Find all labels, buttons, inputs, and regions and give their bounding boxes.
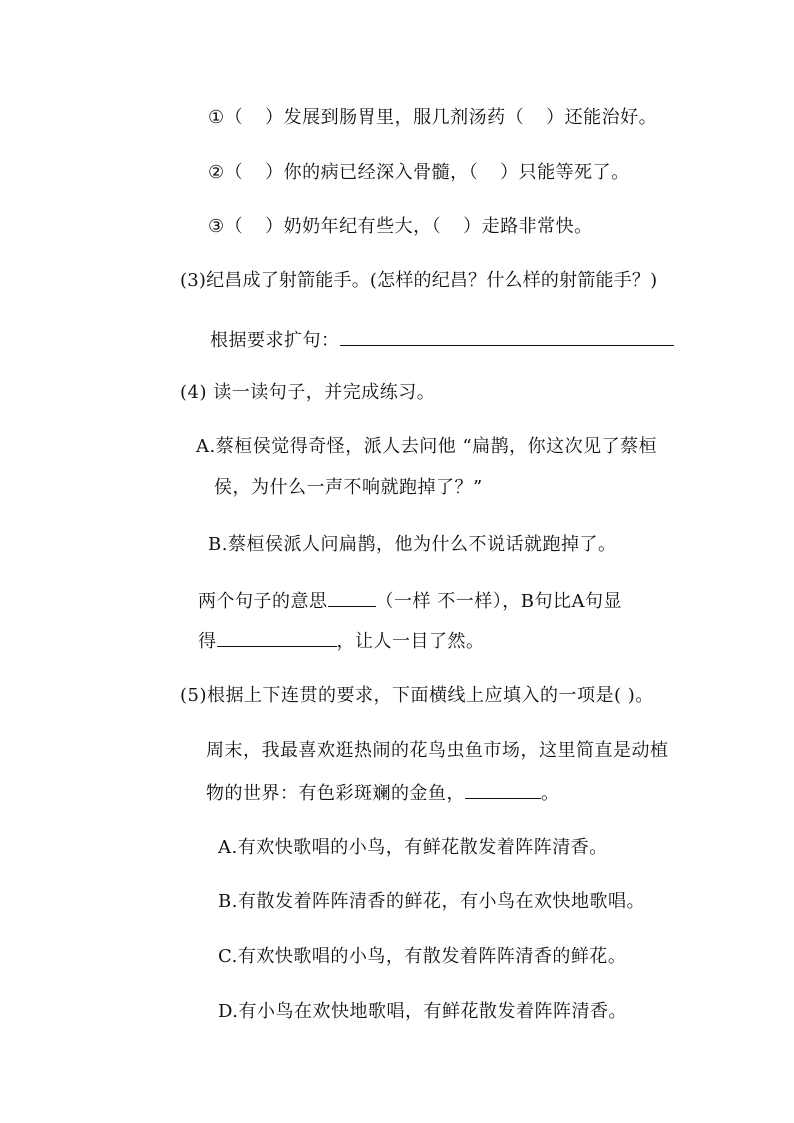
q4-fill2-pre: 得 xyxy=(198,631,217,652)
item-marker: ③ xyxy=(208,216,225,237)
open-paren: （ xyxy=(431,216,442,237)
close-paren: ） xyxy=(500,162,519,183)
open-paren: （ xyxy=(224,216,244,237)
close-paren: ） xyxy=(546,107,565,128)
q4-fill2-post: ，让人一目了然。 xyxy=(336,631,485,652)
q2-item-3 xyxy=(208,215,593,239)
q5-option-c[interactable]: C.有欢快歌唱的小鸟，有散发着阵阵清香的鲜花。 xyxy=(218,946,627,967)
close-paren: ） xyxy=(265,107,284,128)
q4-option-a-line2: 侯，为什么一声不响就跑掉了？” xyxy=(214,477,483,498)
q3-title: (3)纪昌成了射箭能手。(怎样的纪昌？什么样的射箭能手？) xyxy=(180,270,658,291)
q5-option-a[interactable]: A.有欢快歌唱的小鸟，有鲜花散发着阵阵清香。 xyxy=(218,837,608,858)
q3-prompt: 根据要求扩句： xyxy=(210,330,340,351)
q4-fill1-post: （一样 不一样），B句比A句显 xyxy=(375,591,622,612)
item-text: 发展到肠胃里，服几剂汤药 xyxy=(283,107,506,128)
q3-answer-line[interactable] xyxy=(340,327,674,346)
q2-item-2 xyxy=(208,161,630,185)
q4-fill1-pre: 两个句子的意思 xyxy=(198,591,328,612)
q4-blank-2[interactable] xyxy=(217,628,337,647)
q5-passage-post: 。 xyxy=(541,783,560,804)
item-text: 还能治好。 xyxy=(564,107,658,128)
item-marker: ② xyxy=(208,162,225,183)
q5-option-b[interactable]: B.有散发着阵阵清香的鲜花，有小鸟在欢快地歌唱。 xyxy=(218,891,645,912)
q4-option-b: B.蔡桓侯派人问扁鹊，他为什么不说话就跑掉了。 xyxy=(208,534,617,555)
item-text: 奶奶年纪有些大， xyxy=(283,216,432,237)
q4-title: (4) 读一读句子，并完成练习。 xyxy=(180,382,436,403)
q5-passage-line1: 周末，我最喜欢逛热闹的花鸟虫鱼市场，这里简直是动植 xyxy=(206,740,669,761)
q3-prompt-row xyxy=(210,327,674,353)
open-paren: （ xyxy=(505,107,525,128)
open-paren: （ xyxy=(224,162,244,183)
item-text: 你的病已经深入骨髓， xyxy=(283,162,469,183)
open-paren: （ xyxy=(468,162,479,183)
q5-passage-blank[interactable] xyxy=(465,780,541,799)
q4-option-a-line1: A.蔡桓侯觉得奇怪，派人去问他 “扁鹊，你这次见了蔡桓 xyxy=(196,436,658,457)
q5-passage-pre: 物的世界：有色彩斑斓的金鱼， xyxy=(206,783,465,804)
q2-item-1 xyxy=(208,106,657,130)
q4-fill-row-1 xyxy=(198,588,622,614)
q5-passage-line2 xyxy=(206,780,560,806)
q4-blank-1[interactable] xyxy=(328,588,376,607)
item-text: 只能等死了。 xyxy=(518,162,630,183)
close-paren: ） xyxy=(265,216,284,237)
item-text: 走路非常快。 xyxy=(481,216,593,237)
item-marker: ① xyxy=(208,107,225,128)
close-paren: ） xyxy=(265,162,284,183)
q4-fill-row-2 xyxy=(198,628,485,654)
open-paren: （ xyxy=(224,107,244,128)
q5-option-d[interactable]: D.有小鸟在欢快地歌唱，有鲜花散发着阵阵清香。 xyxy=(218,1001,628,1022)
q5-title: (5)根据上下连贯的要求，下面横线上应填入的一项是( )。 xyxy=(180,685,654,706)
close-paren: ） xyxy=(463,216,482,237)
